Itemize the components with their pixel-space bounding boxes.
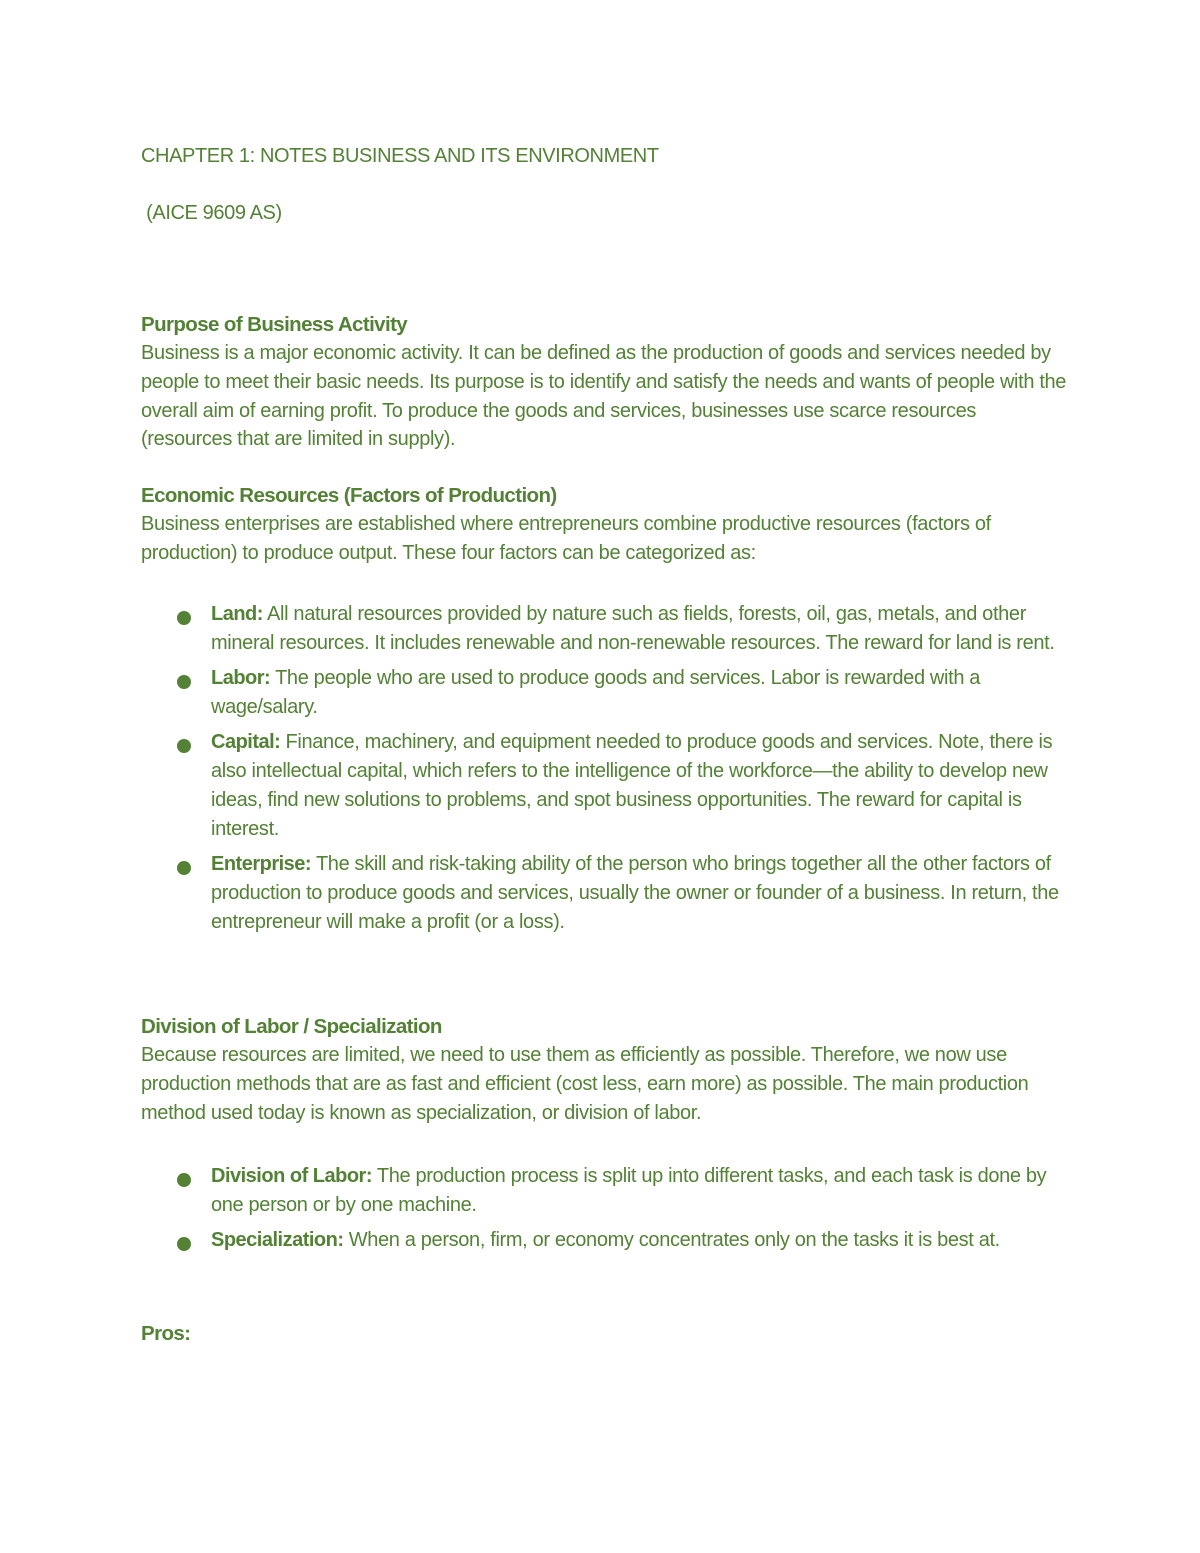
list-item-text: When a person, firm, or economy concentrates only on the tasks it is best at. bbox=[343, 1229, 1000, 1251]
section-division-of-labor bbox=[141, 1013, 1071, 1127]
list-item-term: Enterprise: bbox=[211, 853, 312, 875]
section-paragraph: Business enterprises are established where entrepreneurs combine productive resources (factors of production) to produce output. These four factors can be categorized as: bbox=[141, 513, 991, 564]
bullet-icon bbox=[177, 1173, 191, 1187]
bullet-icon bbox=[177, 739, 191, 753]
section-heading: Division of Labor / Specialization bbox=[141, 1015, 442, 1038]
factors-list bbox=[141, 600, 1071, 937]
section-pros bbox=[141, 1320, 1071, 1348]
list-item-term: Land: bbox=[211, 603, 263, 625]
section-paragraph: Because resources are limited, we need to use them as efficiently as possible. Therefore, we now use production methods that are as fast and efficient (cost less, earn more) as possible. The main production method used today is known as specialization, or division of labor. bbox=[141, 1044, 1029, 1124]
division-list bbox=[141, 1162, 1071, 1255]
list-item-text: All natural resources provided by nature such as fields, forests, oil, gas, metals, and other mineral resources. It includes renewable and non-renewable resources. The reward for land is rent. bbox=[211, 603, 1055, 654]
list-item-text: The production process is split up into different tasks, and each task is done by one person or by one machine. bbox=[211, 1165, 1047, 1216]
bullet-icon bbox=[177, 675, 191, 689]
list-item-term: Capital: bbox=[211, 731, 281, 753]
document-title: CHAPTER 1: NOTES BUSINESS AND ITS ENVIRONMENT bbox=[141, 145, 659, 167]
list-item bbox=[141, 664, 1071, 722]
bullet-icon bbox=[177, 1237, 191, 1251]
document-subtitle: (AICE 9609 AS) bbox=[141, 202, 282, 224]
list-item bbox=[141, 600, 1071, 658]
list-item bbox=[141, 1162, 1071, 1220]
bullet-icon bbox=[177, 861, 191, 875]
section-paragraph: Business is a major economic activity. It can be defined as the production of goods and services needed by people to meet their basic needs. Its purpose is to identify and satisfy the needs and wants of people with the overall aim of earning profit. To produce the goods and services, businesses use scarce resources (resources that are limited in supply). bbox=[141, 342, 1067, 451]
list-item-text: The people who are used to produce goods and services. Labor is rewarded with a wage/salary. bbox=[211, 667, 981, 718]
list-item bbox=[141, 728, 1071, 844]
list-item-term: Division of Labor: bbox=[211, 1165, 372, 1187]
list-item-text: Finance, machinery, and equipment needed to produce goods and services. Note, there is also intellectual capital, which refers to the intelligence of the workforce—the ability to develop new ideas, find new solutions to problems, and spot business opportunities. The reward for capital is interest. bbox=[211, 731, 1053, 840]
section-heading: Economic Resources (Factors of Production) bbox=[141, 484, 557, 507]
section-heading: Purpose of Business Activity bbox=[141, 313, 408, 336]
section-purpose bbox=[141, 311, 1071, 454]
section-economic-resources bbox=[141, 482, 1071, 568]
list-item-term: Labor: bbox=[211, 667, 271, 689]
list-item bbox=[141, 1226, 1071, 1255]
section-heading: Pros: bbox=[141, 1322, 191, 1345]
list-item bbox=[141, 850, 1071, 937]
list-item-text: The skill and risk-taking ability of the person who brings together all the other factors of production to produce goods and services, usually the owner or founder of a business. In return, the entrepreneur will make a profit (or a loss). bbox=[211, 853, 1059, 933]
list-item-term: Specialization: bbox=[211, 1229, 344, 1251]
bullet-icon bbox=[177, 611, 191, 625]
